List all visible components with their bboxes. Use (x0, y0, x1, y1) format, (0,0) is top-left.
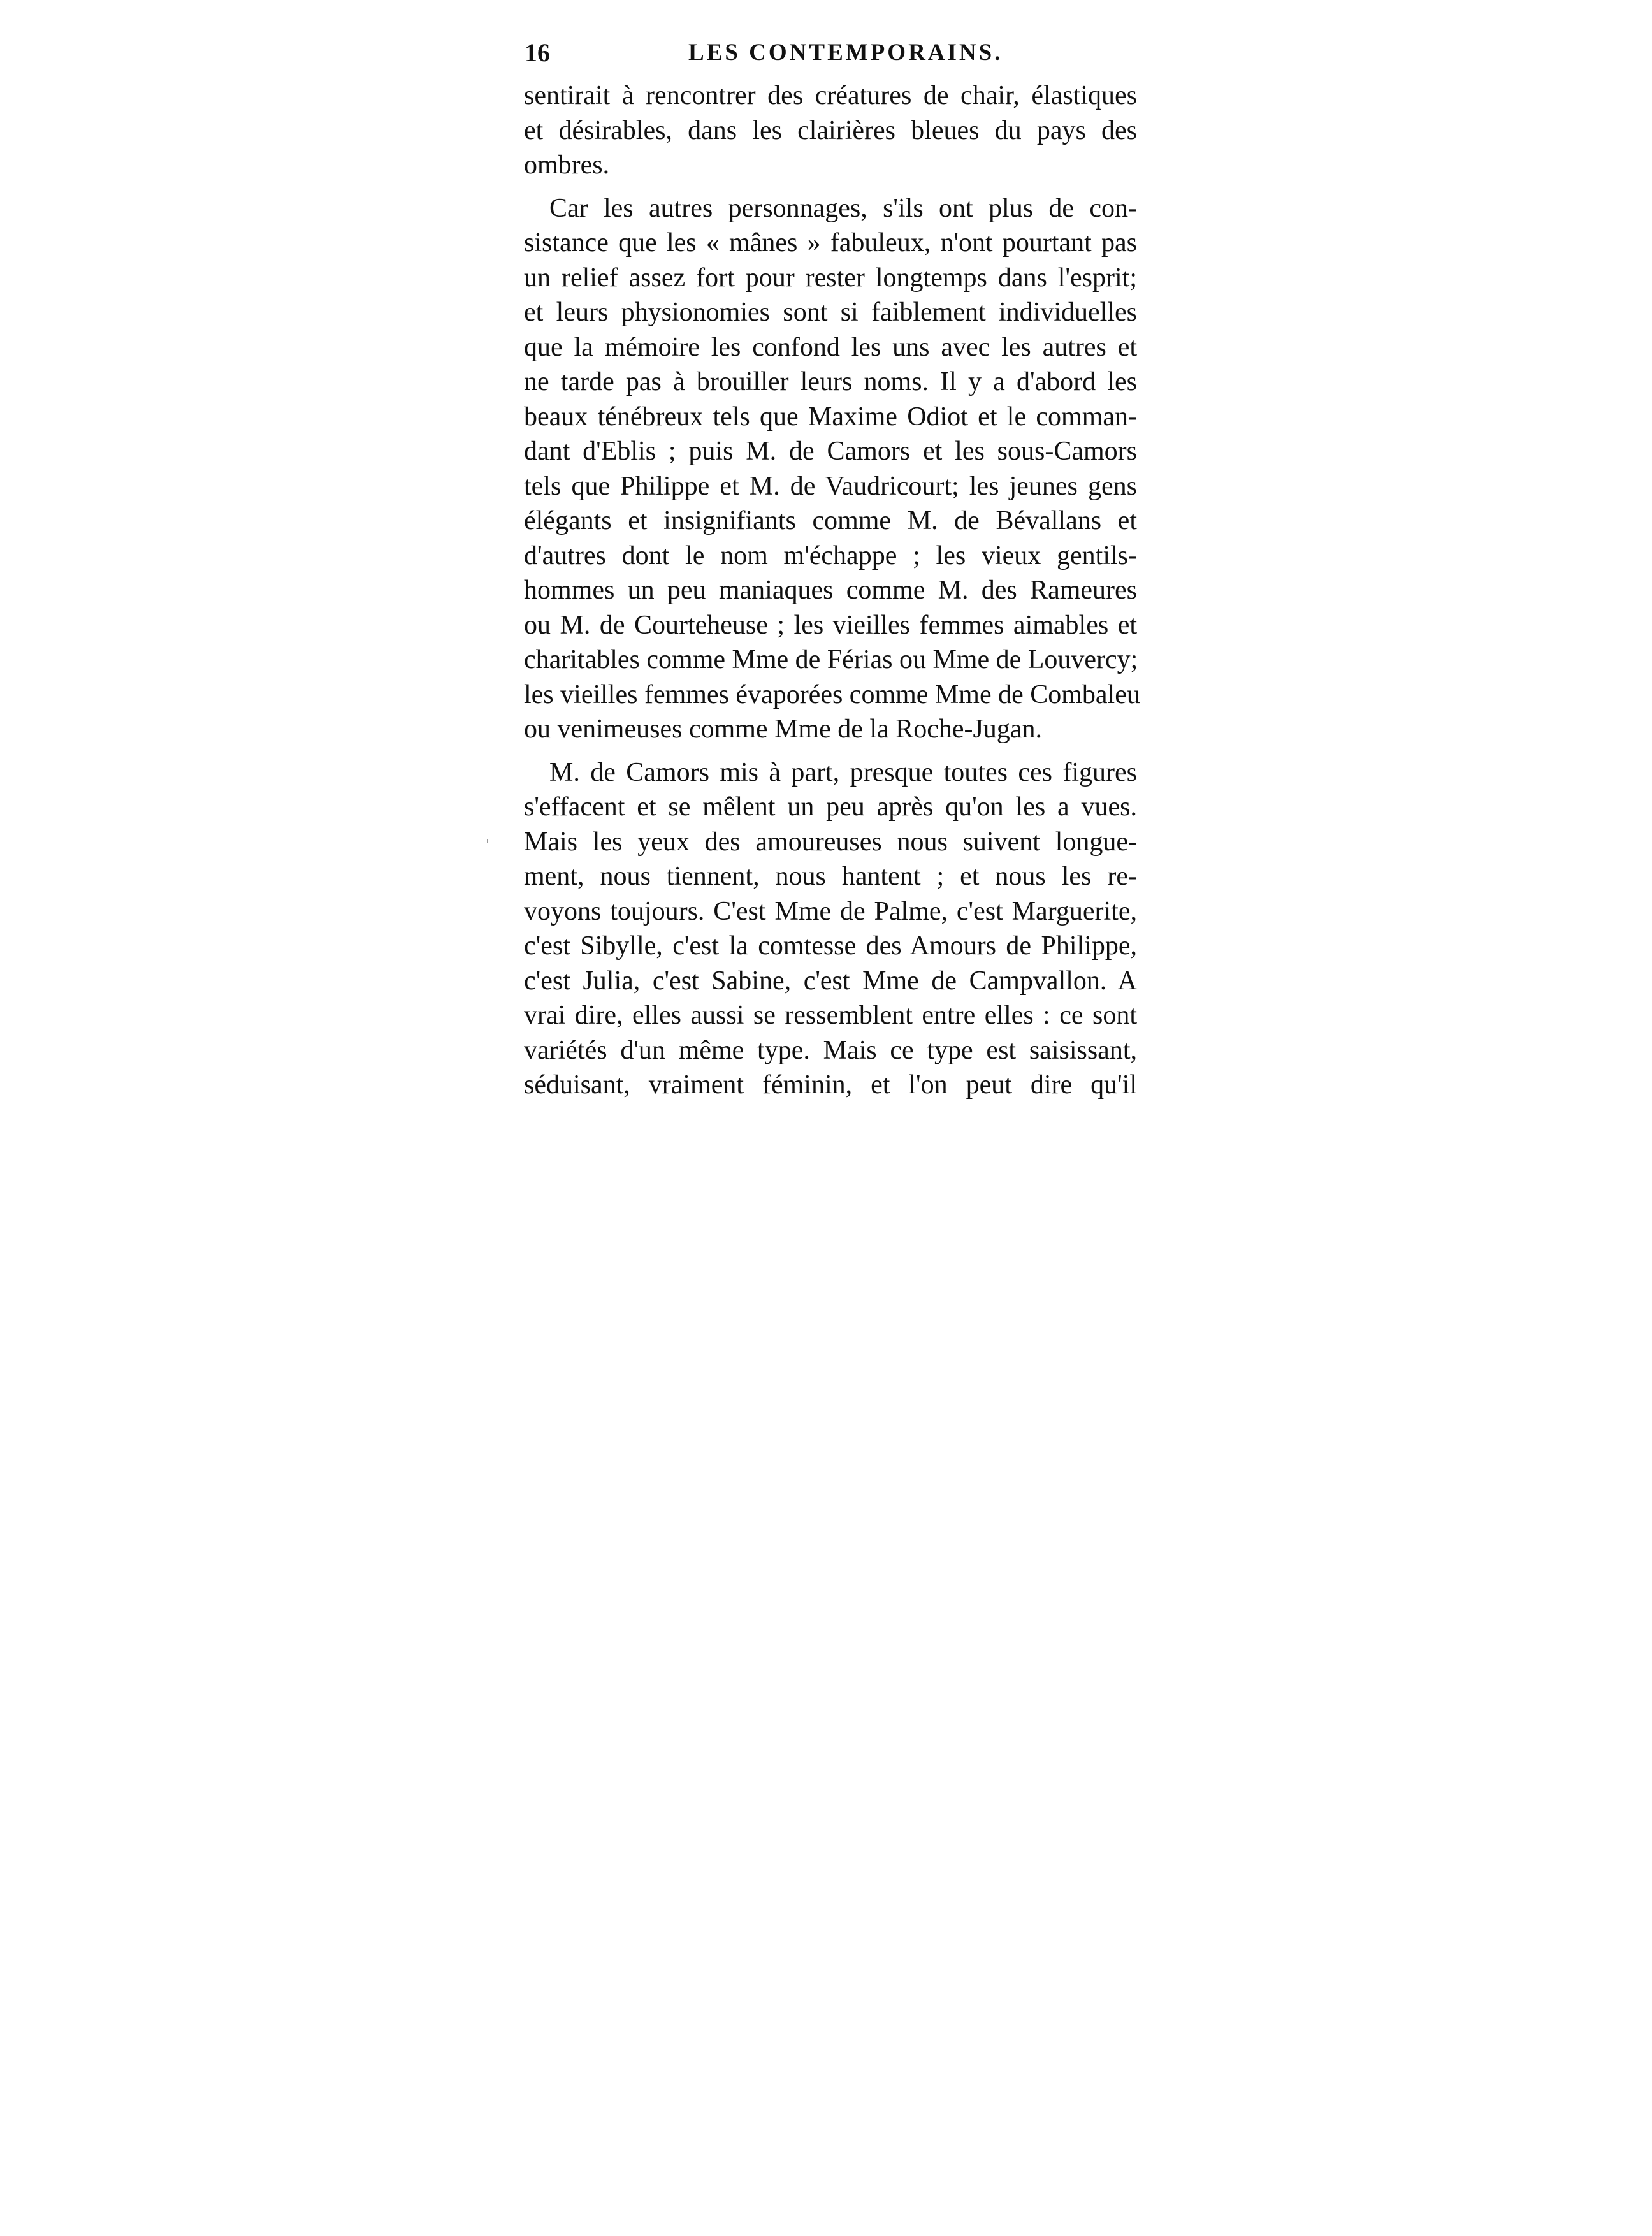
text-line: Car les autres personnages, s'ils ont plus de con- (549, 193, 1137, 223)
text-line: ou M. de Courteheuse ; les vieilles femmes aimables et (524, 610, 1137, 640)
text-line: sentirait à rencontrer des créatures de chair, élastiques (524, 81, 1137, 110)
text-line: variétés d'un même type. Mais ce type est saisissant, (524, 1035, 1137, 1065)
text-line: tels que Philippe et M. de Vaudricourt; les jeunes gens (524, 471, 1137, 501)
text-line: dant d'Eblis ; puis M. de Camors et les sous-Camors (524, 437, 1137, 466)
body-text (524, 78, 1140, 1103)
text-line: d'autres dont le nom m'échappe ; les vieux gentils- (524, 541, 1137, 570)
text-line: ne tarde pas à brouiller leurs noms. Il y a d'abord les (524, 367, 1137, 396)
paragraph-2 (524, 191, 1140, 747)
text-line: et leurs physionomies sont si faiblement individuelles (524, 298, 1137, 327)
text-line: un relief assez fort pour rester longtemps dans l'esprit; (524, 263, 1137, 293)
text-line: ment, nous tiennent, nous hantent ; et nous les re- (524, 862, 1137, 891)
text-line: M. de Camors mis à part, presque toutes ces figures (549, 757, 1137, 787)
text-line: vrai dire, elles aussi se ressemblent entre elles : ce sont (524, 1001, 1137, 1030)
page-number: 16 (525, 38, 550, 67)
text-line: que la mémoire les confond les uns avec les autres et (524, 332, 1137, 362)
text-line: Mais les yeux des amoureuses nous suivent longue- (524, 827, 1137, 857)
text-line: c'est Julia, c'est Sabine, c'est Mme de Campvallon. A (524, 966, 1137, 996)
text-line: beaux ténébreux tels que Maxime Odiot et le comman- (524, 402, 1137, 432)
text-line: ou venimeuses comme Mme de la Roche-Jugan. (524, 715, 1042, 744)
margin-speck (487, 839, 488, 843)
paragraph-1 (524, 78, 1137, 183)
text-line: élégants et insignifiants comme M. de Bévallans et (524, 506, 1137, 535)
running-head: LES CONTEMPORAINS. (688, 40, 1003, 66)
text-line: séduisant, vraiment féminin, et l'on peut dire qu'il (524, 1070, 1137, 1100)
text-line: c'est Sibylle, c'est la comtesse des Amours de Philippe, (524, 931, 1137, 961)
text-line: hommes un peu maniaques comme M. des Rameures (524, 576, 1137, 605)
paragraph-3 (524, 755, 1137, 1103)
text-line: s'effacent et se mêlent un peu après qu'on les a vues. (524, 792, 1137, 822)
text-line: voyons toujours. C'est Mme de Palme, c'est Marguerite, (524, 896, 1137, 926)
text-line: et désirables, dans les clairières bleues du pays des (524, 115, 1137, 145)
text-line: les vieilles femmes évaporées comme Mme de Combaleu (524, 679, 1140, 709)
text-line: ombres. (524, 150, 610, 180)
text-line: sistance que les « mânes » fabuleux, n'ont pourtant pas (524, 228, 1137, 258)
text-line: charitables comme Mme de Férias ou Mme de Louvercy; (524, 645, 1138, 674)
